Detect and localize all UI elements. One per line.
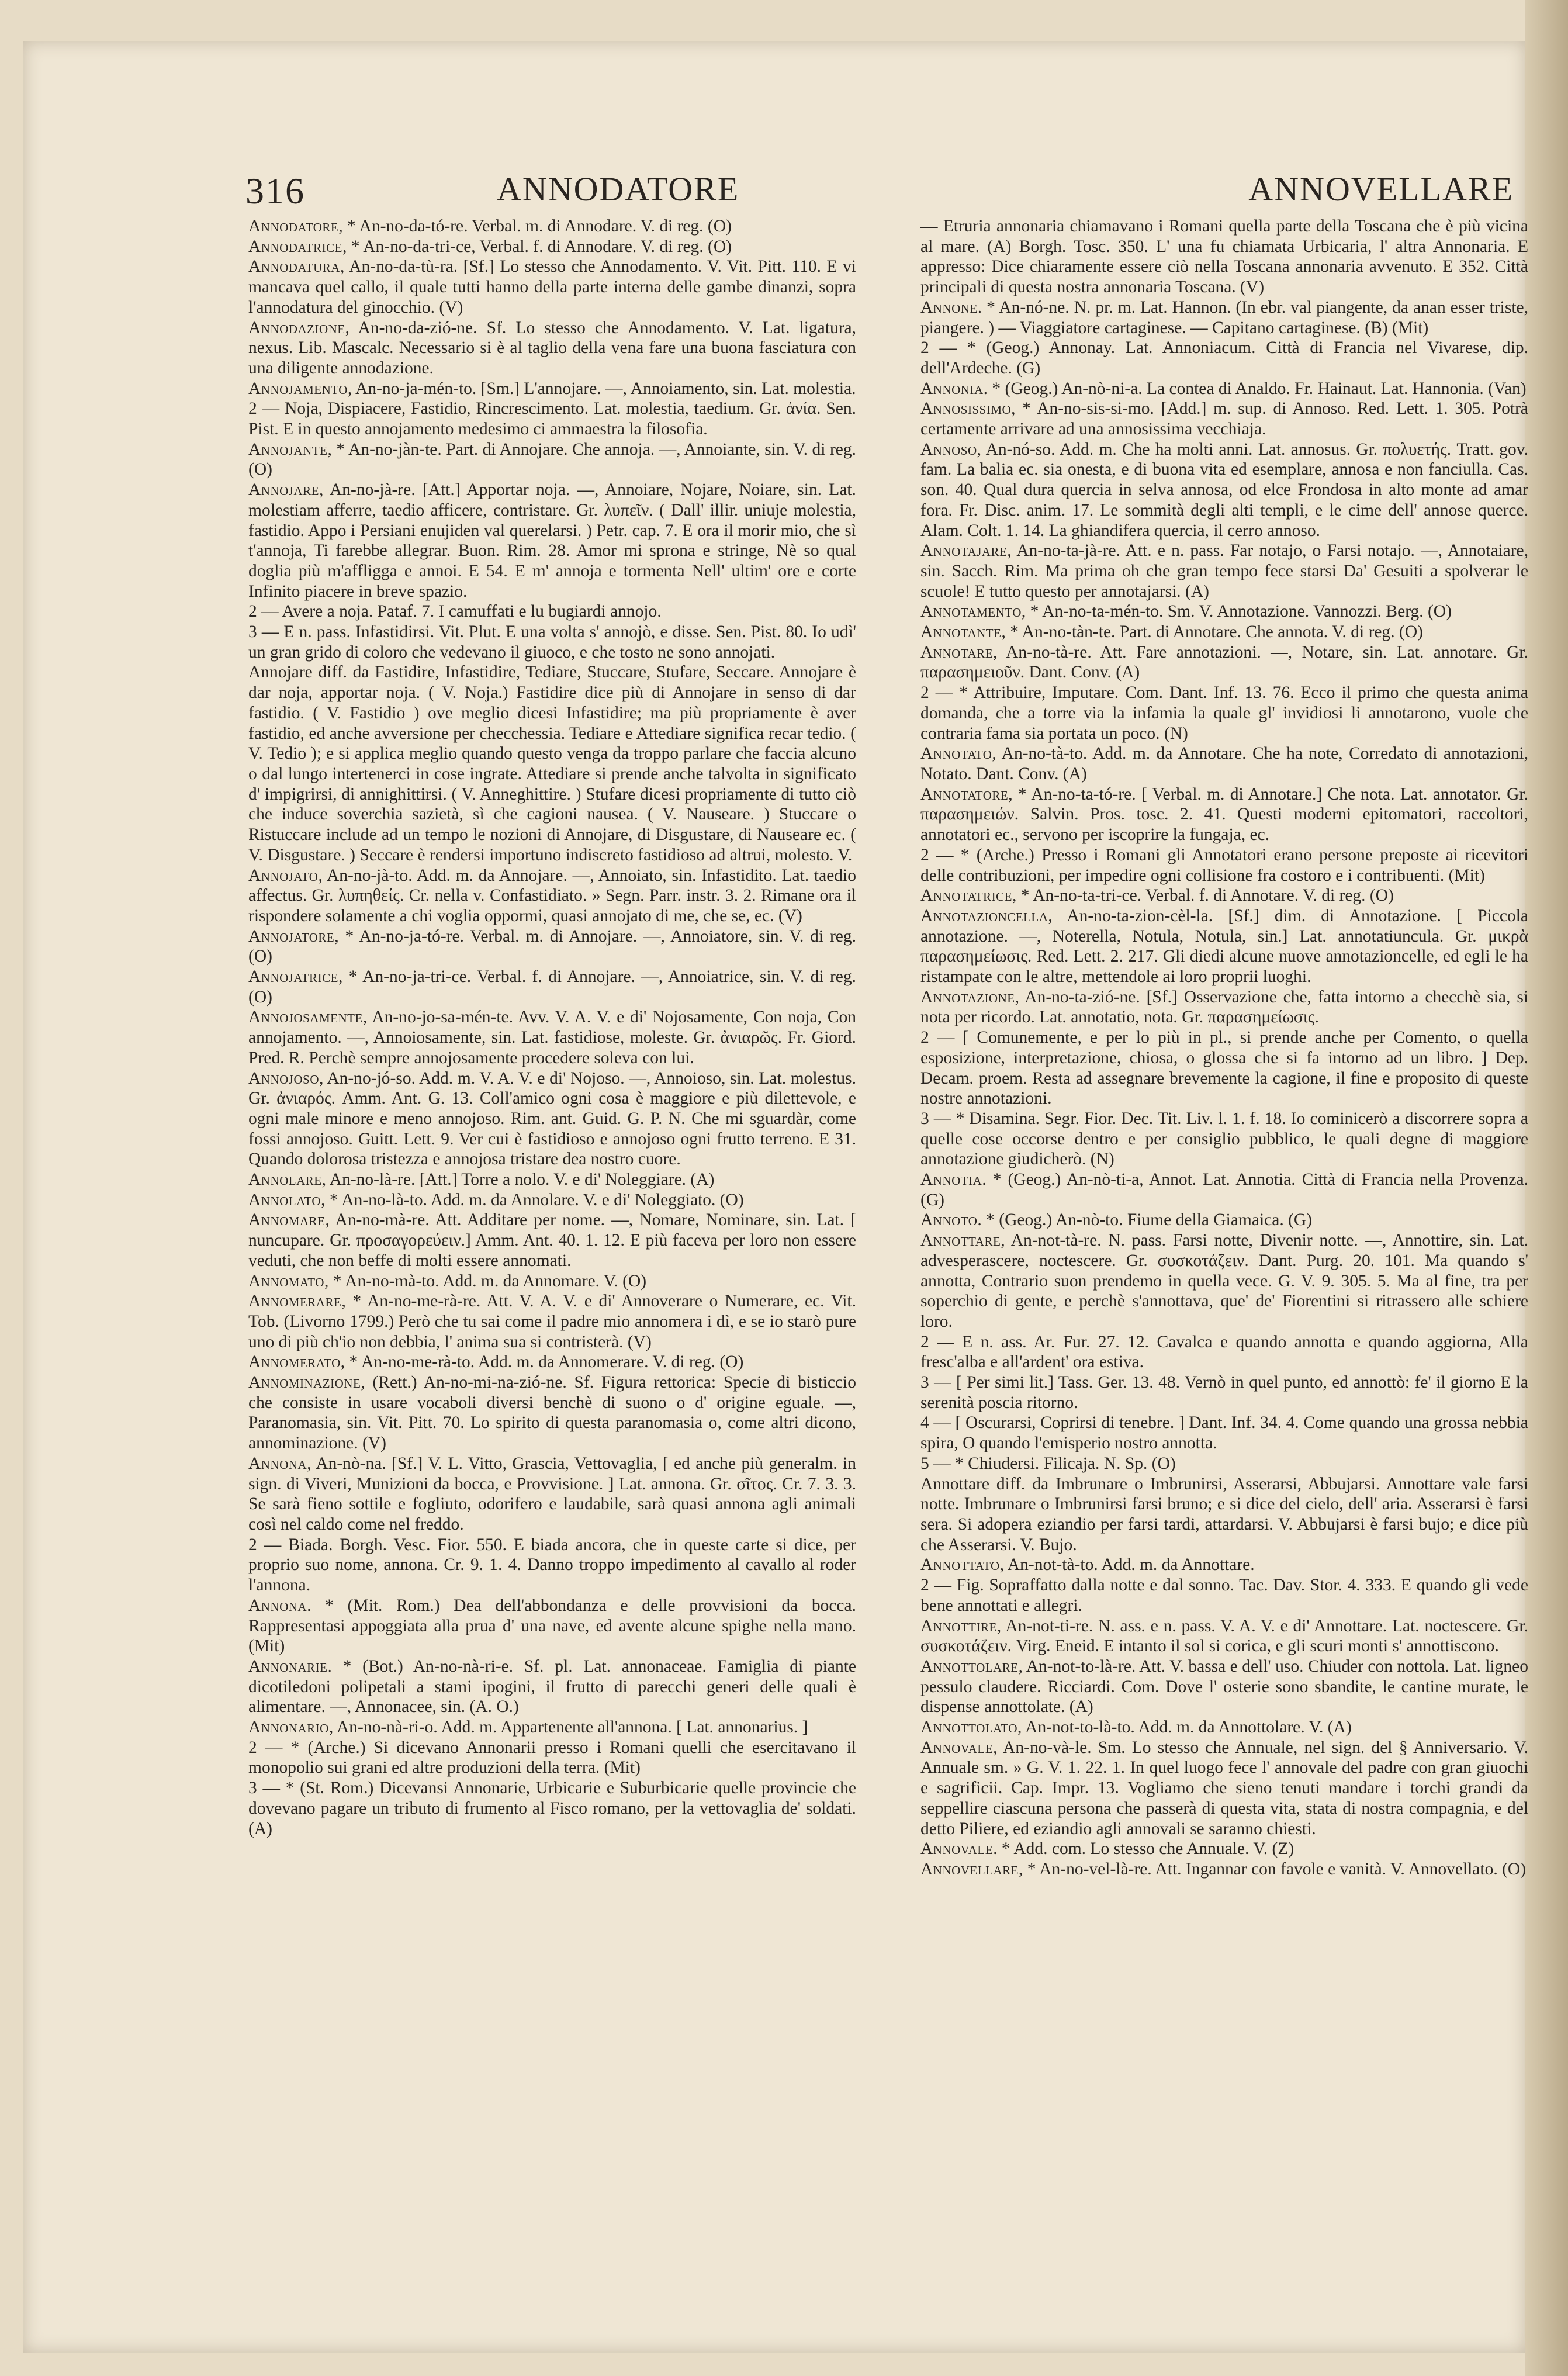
entry-text: Annojare diff. da Fastidire, Infastidire, Tediare, Stuccare, Stufare, Seccare. Annojare è dar noja, apportar noja. ( V. Noja.) Fastidire dice più di Annojare in senso di dar fastidio. ( V. Fastidio ) ove meglio dicesi Infastidire; ma più propriamente è aver fastidio, ed anche avversione per checchessia. Tediare e Attediare significa recar tedio. ( V. Tedio ); e si applica meglio quando questo venga da troppo parlare che faccia alcuno o dal lungo intertenerci in cose ingrate. Attediare si prende anche talvolta in significato d' impigrirsi, di annighittirsi. ( V. Anneghittire. ) Stufare dicesi propriamente di tutto ciò che induce soverchia sazietà, sì che cagioni nausea. ( V. Nauseare. ) Stuccare o Ristuccare include ad un tempo le nozioni di Annojare, di Disgustare, di Nauseare ec. ( V. Disgustare. ) Seccare è rendersi importuno indiscreto fastidioso ad altrui, molesto. V. <box>248 663 856 864</box>
dictionary-entry <box>248 480 856 601</box>
entry-text: , An-nó-so. Add. m. Che ha molti anni. Lat. annosus. Gr. πολυετής. Tratt. gov. fam. La balia ec. sia onesta, e di buona vita ed esemplare, annosa e non fanciulla. Cas. son. 40. Qual dura quercia in selva annosa, od elce Frondosa in alto monte ad amar fora. Fr. Disc. anim. 17. Le sommità degli alti templi, e le cime dell' annose querce. Alam. Colt. 1. 14. La ghiandifera quercia, il cerro annoso. <box>920 440 1528 540</box>
dictionary-entry <box>920 1859 1528 1880</box>
dictionary-entry <box>248 216 856 237</box>
dictionary-entry <box>248 1596 856 1656</box>
entry-text: 2 — * Attribuire, Imputare. Com. Dant. Inf. 13. 76. Ecco il primo che questa anima domanda, che a torre via la infamia la quale gl' invidiosi li annotarono, vuole che contraria fama sia portata un poco. (N) <box>920 683 1528 743</box>
entry-text: 4 — [ Oscurarsi, Coprirsi di tenebre. ] Dant. Inf. 34. 4. Come quando una grossa nebbia spira, O quando l'emisperio nostro annotta. <box>920 1413 1528 1453</box>
dictionary-entry <box>920 622 1528 642</box>
entry-headword: Annottolare <box>920 1656 1019 1676</box>
entry-text: , An-no-jo-sa-mén-te. Avv. V. A. V. e di' Nojosamente, Con noja, Con annojamento. —, Annoiosamente, sin. Lat. fastidiose, moleste. Gr. ἀνιαρῶς. Fr. Giord. Pred. R. Perchè sempre annojosamente procedere soleva con lui. <box>248 1008 856 1067</box>
dictionary-entry <box>920 987 1528 1028</box>
entry-text: — Etruria annonaria chiamavano i Romani quella parte della Toscana che è più vicina al mare. (A) Borgh. Tosc. 350. L' una fu chiamata Urbicaria, l' altra Annonaria. E appresso: Dice chiaramente essere ciò nella Toscana annonaria avvenuto. E 352. Città principali di questa nostra annonaria Toscana. (V) <box>920 217 1528 297</box>
dictionary-entry <box>248 1170 856 1190</box>
entry-text: . * (Geog.) An-nò-ti-a, Annot. Lat. Annotia. Città di Francia nella Provenza. (G) <box>920 1170 1528 1209</box>
entry-text: . * (Mit. Rom.) Dea dell'abbondanza e delle provvisioni da bocca. Rappresentasi appoggiata alla prua d' una nave, ed avente alcune spighe nella mano. (Mit) <box>248 1596 856 1656</box>
entry-text: , An-no-jà-to. Add. m. da Annojare. —, Annoiato, sin. Infastidito. Lat. taedio affectus. Gr. λυπηθείς. Cr. nella v. Confastidiato. » Segn. Parr. instr. 3. 2. Rimane ora il rispondere solamente a chi voglia oppormi, quasi annojato di me, che se, ec. (V) <box>248 866 856 925</box>
dictionary-entry <box>920 642 1528 683</box>
entry-text: 3 — E n. pass. Infastidirsi. Vit. Plut. E una volta s' annojò, e disse. Sen. Pist. 80. Io udì' un gran grido di coloro che vedevano il giuoco, e che tosto ne sono annojati. <box>248 622 856 662</box>
dictionary-entry <box>920 1474 1528 1555</box>
entry-headword: Annomerare <box>248 1292 342 1311</box>
entry-text: , * An-no-me-rà-to. Add. m. da Annomerare. V. di reg. (O) <box>340 1353 744 1372</box>
entry-text: , An-no-jó-so. Add. m. V. A. V. e di' Nojoso. —, Annoioso, sin. Lat. molestus. Gr. ἀνιαρός. Amm. Ant. G. 13. Coll'amico ogni cosa è maggiore e più dilettevole, e ogni male minore e meno annojoso. Rim. ant. Guid. G. P. N. Che mi sguardàr, come fossi annojoso. Guitt. Lett. 9. Ver cui è fastidioso e annojoso ogni frutto terreno. E 31. Quando dolorosa tristezza e annojosa tristare dea nostro cuore. <box>248 1068 856 1169</box>
dictionary-entry <box>248 866 856 926</box>
entry-text: , An-no-ta-jà-re. Att. e n. pass. Far notajo, o Farsi notajo. —, Annotaiare, sin. Sacch. Rim. Ma prima oh che gran tempo fece starsi Da' Gesuiti a spolverar le scuole! E tutto questo per annotajarsi. (A) <box>920 541 1528 601</box>
entry-text: 2 — * (Arche.) Si dicevano Annonarii presso i Romani quelli che esercitavano il monopolio sui grani ed altre produzioni della terra. (Mit) <box>248 1738 856 1777</box>
dictionary-entry <box>920 1170 1528 1210</box>
entry-text: , An-no-là-re. [Att.] Torre a nolo. V. e di' Noleggiare. (A) <box>321 1170 715 1189</box>
dictionary-entry <box>248 1210 856 1271</box>
entry-text: 5 — * Chiudersi. Filicaja. N. Sp. (O) <box>920 1454 1176 1473</box>
entry-headword: Annodatura <box>248 257 340 276</box>
entry-text: , * An-no-ta-mén-to. Sm. V. Annotazione. Vannozzi. Berg. (O) <box>1021 602 1452 621</box>
entry-headword: Annolare <box>248 1170 322 1189</box>
entry-headword: Annotare <box>920 642 993 662</box>
dictionary-entry <box>920 1839 1528 1859</box>
dictionary-entry <box>248 926 856 967</box>
entry-text: 2 — * (Arche.) Presso i Romani gli Annotatori erano persone preposte ai ricevitori delle contribuzioni, per impedire ogni collisione fra costoro e i contribuenti. (Mit) <box>920 845 1528 885</box>
entry-text: 3 — * (St. Rom.) Dicevansi Annonarie, Urbicarie e Suburbicarie quelle provincie che dovevano pagare un tributo di frumento al Fisco romano, per la vettovaglia de' soldati. (A) <box>248 1779 856 1838</box>
dictionary-entry <box>248 601 856 622</box>
dictionary-entry <box>248 257 856 317</box>
dictionary-entry <box>920 1210 1528 1230</box>
entry-headword: Annottare <box>920 1231 1001 1250</box>
entry-text: , An-not-to-là-re. Att. V. bassa e dell' uso. Chiuder con nottola. Lat. ligneo pessulo claudere. Ricciardi. Com. Dove l' osterie sono sbandite, le cantine murate, le dispense annottolate. (A) <box>920 1656 1528 1717</box>
entry-headword: Annojosamente <box>248 1008 363 1027</box>
entry-headword: Annosissimo <box>920 399 1012 419</box>
entry-headword: Annotato <box>920 744 992 763</box>
dictionary-entry <box>248 1068 856 1170</box>
dictionary-entry <box>920 784 1528 845</box>
entry-text: 2 — Noja, Dispiacere, Fastidio, Rincrescimento. Lat. molestia, taedium. Gr. ἀνία. Sen. Pist. E in questo annojamento medesimo ci ammaestra la filosofia. <box>248 399 856 439</box>
dictionary-entry <box>248 1454 856 1535</box>
entry-text: , * An-no-me-rà-re. Att. V. A. V. e di' Annoverare o Numerare, ec. Vit. Tob. (Livorno 1799.) Però che tu sai come il padre mio annomera i dì, e se io starò pure uno di più ch'io non debbia, l' anima sua si contristerà. (V) <box>248 1292 856 1351</box>
dictionary-entry <box>248 440 856 480</box>
dictionary-entry <box>920 216 1528 298</box>
entry-headword: Annottolato <box>920 1718 1018 1737</box>
entry-text: , An-no-ta-zion-cèl-la. [Sf.] dim. di Annotazione. [ Piccola annotazione. —, Noterella, Notula, Notula, sin.] Lat. annotatiuncula. Gr. μικρὰ παρασημείωσις. Red. Lett. 2. 217. Gli diedi alcune nuove annotazioncelle, ed egli le ha ristampate con le altre, mettendole ai loro proprii luoghi. <box>920 906 1528 987</box>
entry-text: , An-nò-na. [Sf.] V. L. Vitto, Grascia, Vettovaglia, [ ed anche più generalm. in sign. di Viveri, Munizioni da bocca, e Provvisione. ] Lat. annona. Gr. σῖτος. Cr. 7. 3. 3. Se sarà fieno sottile e fogliuto, odorifero e laudabile, sarà quasi annona agli animali così nel caldo come nel freddo. <box>248 1454 856 1534</box>
dictionary-entry <box>920 440 1528 541</box>
dictionary-entry <box>920 1372 1528 1413</box>
entry-headword: Annovale <box>920 1738 994 1757</box>
entry-text: , An-no-da-tù-ra. [Sf.] Lo stesso che Annodamento. V. Vit. Pitt. 110. E vi mancava quel callo, il quale tutti hanno della parte interna delle gambe dinanzi, sopra l'annodatura del ginocchio. (V) <box>248 257 856 317</box>
entry-text: , An-no-tà-to. Add. m. da Annotare. Che ha note, Corredato di annotazioni, Notato. Dant. Conv. (A) <box>920 744 1528 783</box>
entry-headword: Annoto <box>920 1211 978 1230</box>
entry-text: , An-no-da-zió-ne. Sf. Lo stesso che Annodamento. V. Lat. ligatura, nexus. Lib. Mascalc. Necessario si è al taglio della vena fare una buona fasciatura con una diligente annodazione. <box>248 318 856 378</box>
entry-text: , * An-no-da-tri-ce, Verbal. f. di Annodare. V. di reg. (O) <box>342 237 732 256</box>
dictionary-entry <box>920 601 1528 622</box>
entry-headword: Annotatrice <box>920 886 1012 905</box>
entry-headword: Annojatore <box>248 926 335 946</box>
dictionary-entry <box>920 1332 1528 1372</box>
entry-text: , An-no-ja-mén-to. [Sm.] L'annojare. —, Annoiamento, sin. Lat. molestia. <box>347 379 856 398</box>
entry-text: , * An-no-mà-to. Add. m. da Annomare. V. (O) <box>324 1271 647 1291</box>
entry-headword: Annotajare <box>920 541 1008 561</box>
dictionary-entry <box>920 1413 1528 1453</box>
entry-text: , * An-no-là-to. Add. m. da Annolare. V. e di' Noleggiato. (O) <box>321 1190 744 1209</box>
dictionary-entry <box>248 1535 856 1596</box>
dictionary-entry <box>248 318 856 379</box>
entry-text: , An-not-tà-to. Add. m. da Annottare. <box>999 1555 1255 1575</box>
entry-text: , * An-no-vel-là-re. Att. Ingannar con favole e vanità. V. Annovellato. (O) <box>1018 1859 1527 1879</box>
entry-headword: Annoso <box>920 440 977 459</box>
entry-headword: Annojoso <box>248 1068 319 1088</box>
dictionary-entry <box>248 622 856 662</box>
entry-text: 2 — Biada. Borgh. Vesc. Fior. 550. E biada ancora, che in queste carte si dice, per proprio suo nome, annona. Cr. 9. 1. 4. Danno troppo impedimento al cavallo al roder l'annona. <box>248 1535 856 1595</box>
dictionary-entry <box>248 1717 856 1738</box>
dictionary-entry <box>920 1555 1528 1575</box>
dictionary-entry <box>248 379 856 399</box>
dictionary-entry <box>248 1007 856 1068</box>
dictionary-entry <box>920 338 1528 378</box>
entry-text: , * An-no-ta-tó-re. [ Verbal. m. di Annotare.] Che nota. Lat. annotator. Gr. παρασημειών. Salvin. Pros. tosc. 2. 41. Questi moderni epitomatori, raccoltori, annotatori ec., servono per iscoprire la fungaja, ec. <box>920 784 1528 845</box>
dictionary-entry <box>248 1372 856 1454</box>
dictionary-entry <box>920 683 1528 743</box>
entry-headword: Annojato <box>248 866 319 885</box>
entry-text: , An-no-mà-re. Att. Additare per nome. —, Nomare, Nominare, sin. Lat. [ nuncupare. Gr. προσαγορεύειν.] Amm. Ant. 40. 1. 12. E più faceva per loro non essere veduti, che non beffe di molti essere annomati. <box>248 1211 856 1270</box>
dictionary-entry <box>248 1291 856 1352</box>
entry-text: 3 — [ Per simi lit.] Tass. Ger. 13. 48. Vernò in quel punto, ed annottò: fe' il giorno E la serenità poscia ritorno. <box>920 1373 1528 1412</box>
dictionary-entry <box>248 662 856 865</box>
entry-headword: Annominazione <box>248 1373 361 1392</box>
entry-text: 2 — Fig. Sopraffatto dalla notte e dal sonno. Tac. Dav. Stor. 4. 333. E quando gli vede bene annottati e allegri. <box>920 1576 1528 1615</box>
dictionary-entry <box>248 1778 856 1839</box>
entry-headword: Annona <box>248 1454 307 1473</box>
dictionary-entry <box>920 1575 1528 1616</box>
dictionary-entry <box>920 743 1528 784</box>
entry-headword: Annomerato <box>248 1353 341 1372</box>
dictionary-entry <box>920 541 1528 601</box>
entry-text: 2 — * (Geog.) Annonay. Lat. Annoniacum. Città di Francia nel Vivarese, dip. dell'Ardeche. (G) <box>920 338 1528 378</box>
entry-headword: Annone <box>920 298 978 317</box>
entry-headword: Annotatore <box>920 784 1009 804</box>
entry-headword: Annovellare <box>920 1859 1019 1879</box>
dictionary-entry <box>248 967 856 1007</box>
right-column <box>920 216 1528 2332</box>
left-guide-word: ANNODATORE <box>497 170 740 208</box>
entry-text: , * An-no-tàn-te. Part. di Annotare. Che annota. V. di reg. (O) <box>1001 622 1423 642</box>
entry-text: , (Rett.) An-no-mi-na-zió-ne. Sf. Figura rettorica: Specie di bisticcio che consiste in usare vocaboli diversi benchè di suono o d' origine eguale. —, Paranomasia, sin. Vit. Pitt. 70. Lo spirito di questa paranomasia o, come altri dicono, annominazione. (V) <box>248 1373 856 1453</box>
entry-text: . * Add. com. Lo stesso che Annuale. V. (Z) <box>993 1839 1294 1859</box>
dictionary-entry <box>248 237 856 257</box>
entry-headword: Annonario <box>248 1718 329 1737</box>
dictionary-entry <box>920 1656 1528 1717</box>
entry-text: Annottare diff. da Imbrunare o Imbrunirsi, Asserarsi, Abbujarsi. Annottare vale farsi notte. Imbrunare o Imbrunirsi farsi bruno; e si dice del cielo, dell' aria. Asserarsi è farsi sera. Si adopera eziandio per farsi tardi, attardarsi. V. Abbujarsi è farsi bujo; e dice più che Asserarsi. V. Bujo. <box>920 1474 1528 1554</box>
entry-headword: Annonia <box>920 379 984 398</box>
dictionary-entry <box>248 399 856 439</box>
entry-text: , * An-no-ja-tri-ce. Verbal. f. di Annojare. —, Annoiatrice, sin. V. di reg. (O) <box>248 967 856 1007</box>
dictionary-entry <box>248 1738 856 1778</box>
entry-text: 2 — E n. ass. Ar. Fur. 27. 12. Cavalca e quando annotta e quando aggiorna, Alla fresc'alba e all'ardent' ora estiva. <box>920 1332 1528 1372</box>
entry-headword: Annotazioncella <box>920 906 1048 925</box>
entry-text: , An-no-tà-re. Att. Fare annotazioni. —, Notare, sin. Lat. annotare. Gr. παρασημειοῦν. Dant. Conv. (A) <box>920 642 1528 682</box>
dictionary-entry <box>920 298 1528 338</box>
entry-headword: Annodatore <box>248 217 339 236</box>
entry-headword: Annonarie <box>248 1656 328 1676</box>
dictionary-entry <box>920 906 1528 987</box>
entry-headword: Annottire <box>920 1616 997 1635</box>
dictionary-entry <box>920 1028 1528 1109</box>
entry-text: 3 — * Disamina. Segr. Fior. Dec. Tit. Liv. l. 1. f. 18. Io cominicerò a discorrere sopra a quelle cose occorse dentro e per consiglio pubblico, le quali degne di maggiore annotazione giudicherò. (N) <box>920 1109 1528 1169</box>
entry-text: . * (Bot.) An-no-nà-ri-e. Sf. pl. Lat. annonaceae. Famiglia di piante dicotiledoni polipetali a stami ipogini, il frutto di parecchi generi delle quali è alimentare. —, Annonacee, sin. (A. O.) <box>248 1656 856 1717</box>
entry-headword: Annotamento <box>920 602 1022 621</box>
entry-headword: Annodazione <box>248 318 345 337</box>
entry-text: 2 — Avere a noja. Pataf. 7. I camuffati e lu bugiardi annojo. <box>248 602 662 621</box>
dictionary-entry <box>248 1656 856 1717</box>
running-head <box>245 170 1514 210</box>
dictionary-entry <box>920 1230 1528 1332</box>
entry-text: 2 — [ Comunemente, e per lo più in pl., si prende anche per Comento, o quella esposizione, interpretazione, chiosa, o glossa che si fa intorno ad un libro. ] Dep. Decam. proem. Resta ad assegnare brevemente la cagione, il fine e proposito di queste nostre annotazioni. <box>920 1028 1528 1108</box>
dictionary-entry <box>920 1717 1528 1738</box>
entry-headword: Annodatrice <box>248 237 342 256</box>
dictionary-entry <box>920 399 1528 439</box>
entry-text: , * An-no-ja-tó-re. Verbal. m. di Annojare. —, Annoiatore, sin. V. di reg. (O) <box>248 926 856 966</box>
dictionary-entry <box>920 1616 1528 1656</box>
entry-text: , * An-no-sis-si-mo. [Add.] m. sup. di Annoso. Red. Lett. 1. 305. Potrà certamente arrivare ad una annosissima vecchiaja. <box>920 399 1528 439</box>
entry-text: , An-not-tà-re. N. pass. Farsi notte, Divenir notte. —, Annottire, sin. Lat. advesperascere, noctescere. Gr. συσκοτάζειν. Dant. Purg. 20. 101. Ma quando s' annotta, Contrario suon prendemo in quella vece. G. V. 9. 305. 5. Ma al fine, tra per soperchio di gente, e perchè s'annottava, que' de' Fiorentini si ritrassero alle schiere loro. <box>920 1231 1528 1331</box>
entry-headword: Annotia <box>920 1170 982 1189</box>
entry-text: , An-no-và-le. Sm. Lo stesso che Annuale, nel sign. del § Anniversario. V. Annuale sm. » G. V. 1. 22. 1. In quel luogo fece l' annovale del padre con gran giuochi e sagrificii. Cap. Impr. 13. Vogliamo che sieno tenuti mandare i torchi grandi da seppellire ciascuna persona che passerà di questa vita, stata di nostra compagnia, e del detto Piliere, ed eziandio agli annovali se saranno chiesti. <box>920 1738 1528 1838</box>
entry-headword: Annotante <box>920 622 1002 642</box>
page-number: 316 <box>245 170 305 212</box>
dictionary-entry <box>920 1454 1528 1474</box>
dictionary-entry <box>920 379 1528 399</box>
entry-headword: Annojante <box>248 440 328 459</box>
entry-headword: Annomare <box>248 1211 326 1230</box>
entry-text: , An-not-to-là-to. Add. m. da Annottolare. V. (A) <box>1017 1718 1352 1737</box>
entry-headword: Annojamento <box>248 379 348 398</box>
entry-headword: Annottato <box>920 1555 1000 1575</box>
entry-text: . * (Geog.) An-nò-ni-a. La contea di Analdo. Fr. Hainaut. Lat. Hannonia. (Van) <box>983 379 1527 398</box>
entry-text: , An-no-ta-zió-ne. [Sf.] Osservazione che, fatta intorno a checchè sia, si nota per ricordo. Lat. annotatio, nota. Gr. παρασημείωσις. <box>920 987 1528 1027</box>
entry-text: . * An-nó-ne. N. pr. m. Lat. Hannon. (In ebr. val piangente, da anan esser triste, piangere. ) — Viaggiatore cartaginese. — Capitano cartaginese. (B) (Mit) <box>920 298 1528 337</box>
entry-headword: Annojatrice <box>248 967 338 987</box>
left-column <box>248 216 856 2332</box>
entry-text: , * An-no-jàn-te. Part. di Annojare. Che annoja. —, Annoiante, sin. V. di reg. (O) <box>248 440 856 479</box>
entry-text: , An-not-ti-re. N. ass. e n. pass. V. A. V. e di' Annottare. Lat. noctescere. Gr. συσκοτάζειν. Virg. Eneid. E intanto il sol si corica, e gli scuri monti s' annottiscono. <box>920 1616 1528 1656</box>
dictionary-entry <box>248 1190 856 1211</box>
dictionary-entry <box>920 886 1528 906</box>
dictionary-entry <box>920 1738 1528 1839</box>
book-gutter <box>1525 0 1568 2376</box>
dictionary-entry <box>248 1271 856 1292</box>
dictionary-entry <box>920 1109 1528 1170</box>
entry-headword: Annovale <box>920 1839 994 1859</box>
entry-headword: Annojare <box>248 480 319 500</box>
dictionary-entry <box>248 1352 856 1372</box>
entry-text: . * (Geog.) An-nò-to. Fiume della Giamaica. (G) <box>977 1211 1313 1230</box>
entry-text: , An-no-nà-ri-o. Add. m. Appartenente all'annona. [ Lat. annonarius. ] <box>328 1718 808 1737</box>
entry-text: , * An-no-da-tó-re. Verbal. m. di Annodare. V. di reg. (O) <box>338 217 732 236</box>
right-guide-word: ANNOVELLARE <box>1248 170 1514 208</box>
entry-headword: Annona <box>248 1596 307 1615</box>
entry-headword: Annotazione <box>920 987 1015 1007</box>
entry-headword: Annolato <box>248 1190 321 1209</box>
entry-text: , An-no-jà-re. [Att.] Apportar noja. —, Annoiare, Nojare, Noiare, sin. Lat. molestiam afferre, taedio afficere, contristare. Gr. λυπεῖν. ( Dall' illir. uniuje molestia, fastidio. Appo i Persiani enujiden val querelarsi. ) Petr. cap. 7. E ora il morir mio, che sì t'annoja, Ti farebbe allegrar. Buon. Rim. 28. Amor mi sprona e stringe, Nè so qual doglia più m'affligga e annoi. E 54. E m' annoja e tormenta Nell' ultim' ore e corte Infinito piacere in breve spazio. <box>248 480 856 601</box>
dictionary-entry <box>920 845 1528 886</box>
entry-headword: Annomato <box>248 1271 324 1291</box>
entry-text: , * An-no-ta-tri-ce. Verbal. f. di Annotare. V. di reg. (O) <box>1012 886 1394 905</box>
